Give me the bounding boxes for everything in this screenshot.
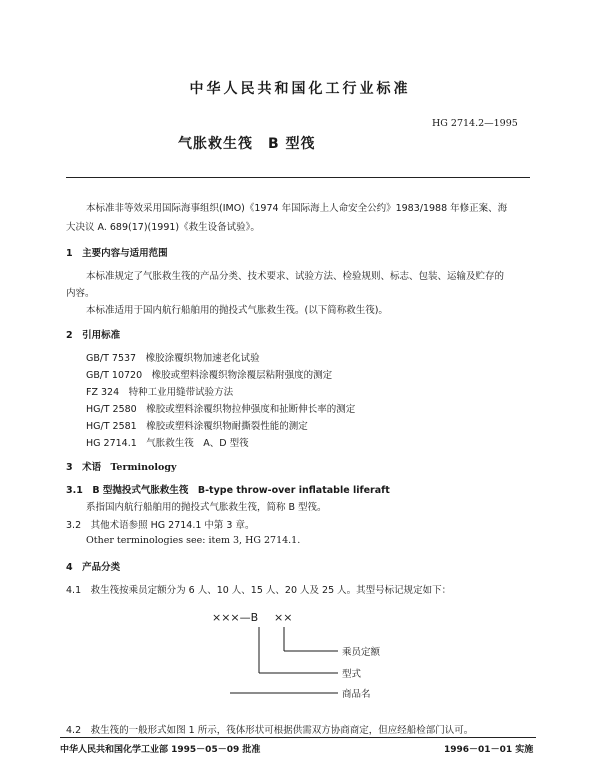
item-3-2-en: Other terminologies see: item 3, HG 2714.1. [86,535,301,546]
implementation-date: 1996－01－01 实施 [444,745,534,755]
reference-item: FZ 324 特种工业用缝带试验方法 [86,387,234,398]
section-3-title-cn: 3 术语 [66,462,102,473]
section-1-title: 1 主要内容与适用范围 [66,248,168,259]
diagram-label-name: 商品名 [342,689,371,700]
reference-item: HG 2714.1 气胀救生筏 A、D 型筏 [86,438,249,449]
section-1-line-1: 本标准规定了气胀救生筏的产品分类、技术要求、试验方法、检验规则、标志、包装、运输及贮存的 [86,271,505,282]
item-3-2-cn: 3.2 其他术语参照 HG 2714.1 中第 3 章。 [66,520,255,531]
reference-item: HG/T 2581 橡胶或塑料涂覆织物耐撕裂性能的测定 [86,421,308,432]
section-4-title: 4 产品分类 [66,562,121,573]
intro-line-1: 本标准非等效采用国际海事组织(IMO)《1974 年国际海上人命安全公约》1983/1988 年修正案、海 [86,203,508,214]
item-3-1-title: 3.1 B 型抛投式气胀救生筏 B-type throw-over inflatable liferaft [66,485,390,496]
document-title: 气胀救生筏 B 型筏 [178,136,316,152]
footer-rule [60,737,536,738]
approval-text: 中华人民共和国化学工业部 1995－05－09 批准 [60,745,261,755]
reference-item: GB/T 10720 橡胶或塑料涂覆织物涂覆层粘附强度的测定 [86,370,333,381]
reference-item: GB/T 7537 橡胶涂覆织物加速老化试验 [86,353,260,364]
standard-title: 中华人民共和国化工行业标准 [189,81,411,97]
diagram-label-type: 型式 [342,669,362,680]
diagram-code-prefix: ×××—B [212,611,259,624]
item-3-1-desc: 系指国内航行船舶用的抛投式气胀救生筏，简称 B 型筏。 [86,502,327,513]
diagram-code-suffix: ×× [274,611,293,624]
standard-code: HG 2714.2—1995 [432,118,518,129]
diagram-label-capacity: 乘员定额 [342,647,381,658]
item-4-1: 4.1 救生筏按乘员定额分为 6 人、10 人、15 人、20 人及 25 人。其型号标记规定如下： [66,585,452,596]
section-2-title: 2 引用标准 [66,330,121,341]
section-3-title-en: Terminology [110,462,177,473]
item-4-2: 4.2 救生筏的一般形式如图 1 所示，筏体形状可根据供需双方协商商定，但应经船检部门认可。 [66,725,474,736]
section-1-line-2: 内容。 [66,288,95,299]
intro-line-2: 大决议 A. 689(17)(1991)《救生设备试验》。 [66,222,260,233]
reference-item: HG/T 2580 橡胶或塑料涂覆织物拉伸强度和扯断伸长率的测定 [86,404,356,415]
section-1-line-3: 本标准适用于国内航行船舶用的抛投式气胀救生筏。(以下简称救生筏)。 [86,305,388,316]
